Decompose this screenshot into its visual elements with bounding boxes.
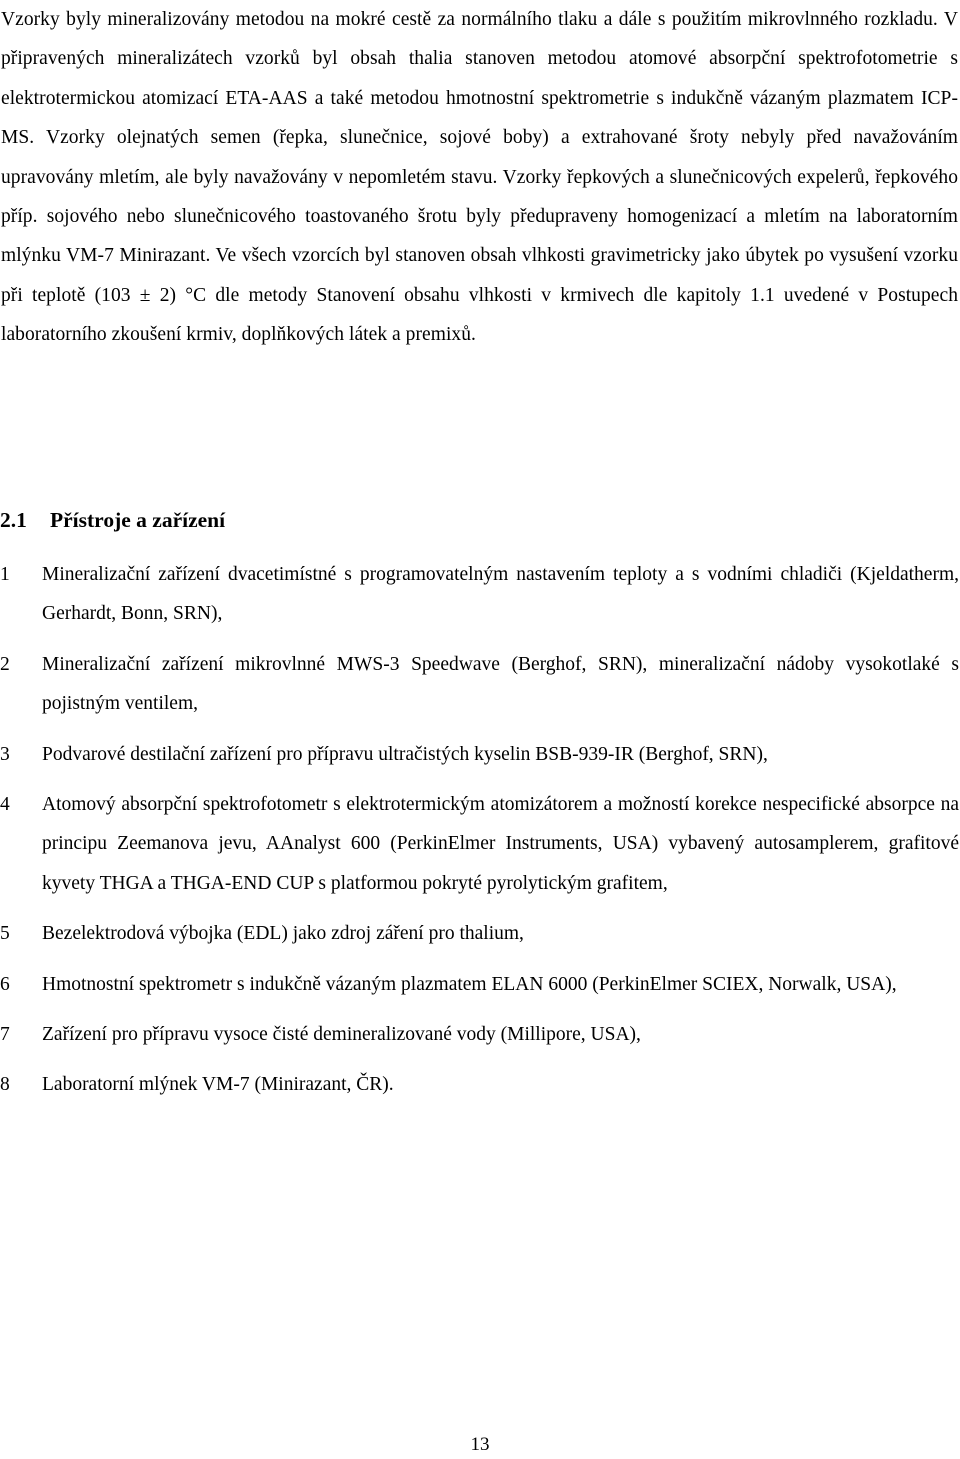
list-item xyxy=(0,645,959,724)
list-item-number: 2 xyxy=(0,653,10,675)
list-item-text: Laboratorní mlýnek VM-7 (Minirazant, ČR). xyxy=(42,1074,394,1096)
list-item xyxy=(0,735,959,774)
list-item-text: Zařízení pro přípravu vysoce čisté demineralizované vody (Millipore, USA), xyxy=(42,1024,641,1046)
list-item-number: 8 xyxy=(0,1074,10,1096)
list-item-text: Mineralizační zařízení dvacetimístné s programovatelným nastavením teploty a s vodními chladiči (Kjeldatherm, Gerhardt, Bonn, SRN), xyxy=(42,564,959,625)
list-item-number: 6 xyxy=(0,973,10,995)
section-title: Přístroje a zařízení xyxy=(50,508,226,532)
page-number: 13 xyxy=(470,1434,490,1455)
list-item xyxy=(0,1065,959,1104)
list-item xyxy=(0,785,959,903)
list-item-text: Atomový absorpční spektrofotometr s elektrotermickým atomizátorem a možností korekce nespecifické absorpce na principu Zeemanova jevu, AAnalyst 600 (PerkinElmer Instruments, USA) vybavený autosamplerem, grafitové kyvety THGA a THGA-END CUP s platformou pokryté pyrolytickým grafitem, xyxy=(42,794,959,894)
list-item-number: 5 xyxy=(0,923,10,945)
list-item xyxy=(0,1015,959,1054)
list-item-number: 3 xyxy=(0,743,10,765)
list-item-text: Bezelektrodová výbojka (EDL) jako zdroj záření pro thalium, xyxy=(42,923,524,945)
section-number: 2.1 xyxy=(0,508,27,532)
equipment-list xyxy=(0,555,960,1116)
list-item xyxy=(0,965,959,1004)
list-item xyxy=(0,914,959,953)
list-item-text: Hmotnostní spektrometr s indukčně vázaným plazmatem ELAN 6000 (PerkinElmer SCIEX, Norwalk, USA), xyxy=(42,973,897,995)
section-heading xyxy=(0,500,225,540)
list-item-number: 1 xyxy=(0,564,10,585)
list-item-number: 7 xyxy=(0,1024,10,1046)
list-item-text: Mineralizační zařízení mikrovlnné MWS-3 Speedwave (Berghof, SRN), mineralizační nádoby vysokotlaké s pojistným ventilem, xyxy=(42,653,959,715)
list-item xyxy=(0,555,959,634)
intro-paragraph: Vzorky byly mineralizovány metodou na mokré cestě za normálního tlaku a dále s použitím mikrovlnného rozkladu. V připravených mineralizátech vzorků byl obsah thalia stanoven metodou atomové absorpční spektrofotometrie s elektrotermickou atomizací ETA-AAS a také metodou hmotnostní spektrometrie s indukčně vázaným plazmatem ICP-MS. Vzorky olejnatých semen (řepka, slunečnice, sojové boby) a extrahované šroty nebyly před navažováním upravovány mletím, ale byly navažovány v nepomletém stavu. Vzorky řepkových a slunečnicových expelerů, řepkového příp. sojového nebo slunečnicového toastovaného šrotu byly předupraveny homogenizací a mletím na laboratorním mlýnku VM-7 Minirazant. Ve všech vzorcích byl stanoven obsah vlhkosti gravimetricky jako úbytek po vysušení vzorku při teplotě (103 ± 2) °C dle metody Stanovení obsahu vlhkosti v krmivech dle kapitoly 1.1 uvedené v Postupech laboratorního zkoušení krmiv, doplňkových látek a premixů. xyxy=(1,9,958,346)
list-item-text: Podvarové destilační zařízení pro přípravu ultračistých kyselin BSB-939-IR (Berghof, SRN), xyxy=(42,743,768,765)
list-item-number: 4 xyxy=(0,794,10,816)
